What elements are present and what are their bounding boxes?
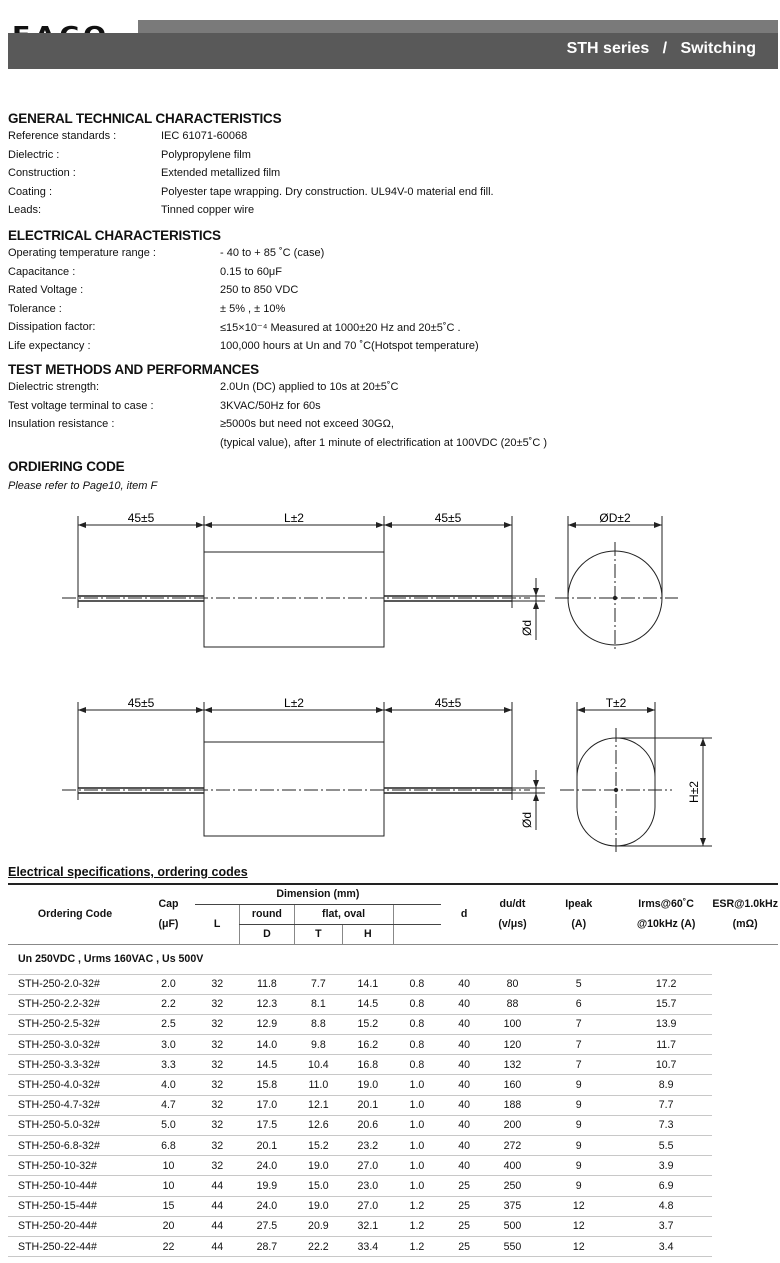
cell-ordering-code: STH-250-2.0-32# bbox=[8, 974, 142, 994]
cell-lead-dia: 0.8 bbox=[393, 1035, 441, 1055]
cell-lead-dia: 1.0 bbox=[393, 1136, 441, 1156]
cell-esr: 7.3 bbox=[620, 1115, 712, 1135]
cell-thickness: 7.7 bbox=[294, 974, 343, 994]
cell-esr: 3.9 bbox=[620, 1156, 712, 1176]
cell-ordering-code: STH-250-6.8-32# bbox=[8, 1136, 142, 1156]
series-title: STH series / Switching bbox=[566, 40, 756, 57]
table-row bbox=[8, 1196, 778, 1216]
cell-height: 14.1 bbox=[343, 974, 393, 994]
cell-irms: 9 bbox=[538, 1115, 620, 1135]
cell-cap: 20 bbox=[142, 1216, 195, 1236]
cell-dudt: 40 bbox=[441, 994, 488, 1014]
row-key: Rated Voltage : bbox=[8, 284, 84, 297]
round-capacitor-drawing bbox=[0, 500, 780, 700]
row-key: Life expectancy : bbox=[8, 340, 91, 352]
cell-height: 23.0 bbox=[343, 1176, 393, 1196]
cell-cap: 10 bbox=[142, 1176, 195, 1196]
cell-height: 16.8 bbox=[343, 1055, 393, 1075]
cell-ordering-code: STH-250-2.5-32# bbox=[8, 1014, 142, 1034]
table-row bbox=[8, 994, 778, 1014]
lead-length-right: 45±5 bbox=[434, 696, 462, 710]
dudt-label: du/dt bbox=[499, 898, 526, 911]
tests-title: TEST METHODS AND PERFORMANCES bbox=[8, 362, 259, 377]
cell-lead-dia: 1.0 bbox=[393, 1075, 441, 1095]
cell-diameter: 12.9 bbox=[240, 1014, 294, 1034]
row-value: 2.0Un (DC) applied to 10s at 20±5˚C bbox=[220, 381, 399, 393]
cell-height: 27.0 bbox=[343, 1196, 393, 1216]
body-outline bbox=[204, 552, 384, 647]
cell-cap: 15 bbox=[142, 1196, 195, 1216]
cell-irms: 9 bbox=[538, 1156, 620, 1176]
cell-diameter: 11.8 bbox=[240, 974, 294, 994]
cell-ordering-code: STH-250-4.7-32# bbox=[8, 1095, 142, 1115]
row-value: Polypropylene film bbox=[161, 148, 251, 161]
cell-length: 44 bbox=[195, 1176, 240, 1196]
cell-cap: 3.3 bbox=[142, 1055, 195, 1075]
cell-esr: 8.9 bbox=[620, 1075, 712, 1095]
cell-esr: 6.9 bbox=[620, 1176, 712, 1196]
col-esr bbox=[712, 884, 778, 944]
cell-diameter: 12.3 bbox=[240, 994, 294, 1014]
cell-thickness: 8.8 bbox=[294, 1014, 343, 1034]
cell-ordering-code: STH-250-3.0-32# bbox=[8, 1035, 142, 1055]
col-L: L bbox=[195, 904, 240, 944]
col-D: D bbox=[240, 924, 294, 944]
cell-lead-dia: 1.2 bbox=[393, 1196, 441, 1216]
cell-cap: 4.0 bbox=[142, 1075, 195, 1095]
row-key: Coating : bbox=[8, 185, 53, 198]
cell-diameter: 17.5 bbox=[240, 1115, 294, 1135]
ordering-title: ORDIERING CODE bbox=[8, 459, 125, 474]
lead-diameter-label: Ød bbox=[520, 619, 534, 637]
body-length: L±2 bbox=[284, 696, 304, 710]
cell-length: 32 bbox=[195, 1136, 240, 1156]
table-row bbox=[8, 1216, 778, 1236]
thickness-label: T±2 bbox=[605, 696, 627, 710]
cell-diameter: 19.9 bbox=[240, 1176, 294, 1196]
irms-unit: @10kHz (A) bbox=[636, 918, 696, 931]
row-value: 250 to 850 VDC bbox=[220, 284, 299, 297]
row-key: Operating temperature range : bbox=[8, 247, 156, 259]
cell-length: 32 bbox=[195, 994, 240, 1014]
cell-diameter: 27.5 bbox=[240, 1216, 294, 1236]
cell-ipeak: 250 bbox=[487, 1176, 537, 1196]
cell-thickness: 8.1 bbox=[294, 994, 343, 1014]
row-key: Leads: bbox=[8, 204, 42, 217]
condition-row bbox=[8, 944, 778, 974]
cell-lead-dia: 1.0 bbox=[393, 1095, 441, 1115]
row-value: Polyester tape wrapping. Dry construction. UL94V-0 material end fill. bbox=[161, 185, 494, 198]
cell-ordering-code: STH-250-5.0-32# bbox=[8, 1115, 142, 1135]
cell-dudt: 40 bbox=[441, 1035, 488, 1055]
header-stripe bbox=[138, 20, 778, 33]
cell-lead-dia: 0.8 bbox=[393, 1014, 441, 1034]
cell-esr: 17.2 bbox=[620, 974, 712, 994]
cell-ipeak: 80 bbox=[487, 974, 537, 994]
cell-cap: 10 bbox=[142, 1156, 195, 1176]
row-key: Construction : bbox=[8, 167, 76, 180]
cell-dudt: 25 bbox=[441, 1236, 488, 1256]
general-title: GENERAL TECHNICAL CHARACTERISTICS bbox=[8, 111, 282, 126]
cell-dudt: 25 bbox=[441, 1196, 488, 1216]
lead-diameter-label: Ød bbox=[520, 811, 534, 829]
col-T: T bbox=[294, 924, 343, 944]
row-key: Capacitance : bbox=[8, 265, 76, 278]
cell-ipeak: 188 bbox=[487, 1095, 537, 1115]
diameter-label: ØD±2 bbox=[599, 511, 631, 525]
cell-dudt: 40 bbox=[441, 1095, 488, 1115]
cell-dudt: 25 bbox=[441, 1176, 488, 1196]
col-d: d bbox=[441, 884, 488, 944]
cell-diameter: 14.5 bbox=[240, 1055, 294, 1075]
cell-ipeak: 272 bbox=[487, 1136, 537, 1156]
lead-length-left: 45±5 bbox=[127, 696, 155, 710]
cell-lead-dia: 1.2 bbox=[393, 1216, 441, 1236]
spec-table bbox=[8, 883, 778, 1257]
cell-lead-dia: 1.2 bbox=[393, 1236, 441, 1256]
cell-irms: 12 bbox=[538, 1236, 620, 1256]
cell-diameter: 24.0 bbox=[240, 1196, 294, 1216]
cell-thickness: 22.2 bbox=[294, 1236, 343, 1256]
cell-irms: 9 bbox=[538, 1136, 620, 1156]
cell-esr: 4.8 bbox=[620, 1196, 712, 1216]
esr-unit: (mΩ) bbox=[732, 918, 758, 931]
cell-esr: 15.7 bbox=[620, 994, 712, 1014]
cell-height: 19.0 bbox=[343, 1075, 393, 1095]
cell-esr: 3.4 bbox=[620, 1236, 712, 1256]
cell-cap: 4.7 bbox=[142, 1095, 195, 1115]
irms-label: Irms@60˚C bbox=[638, 898, 694, 911]
col-empty bbox=[393, 924, 441, 944]
cell-ipeak: 132 bbox=[487, 1055, 537, 1075]
cell-height: 33.4 bbox=[343, 1236, 393, 1256]
row-key: Tolerance : bbox=[8, 302, 62, 315]
cell-dudt: 40 bbox=[441, 1014, 488, 1034]
row-value: ≤15×10⁻⁴ Measured at 1000±20 Hz and 20±5˚C . bbox=[220, 322, 461, 335]
cell-height: 27.0 bbox=[343, 1156, 393, 1176]
cell-cap: 2.2 bbox=[142, 994, 195, 1014]
cell-dudt: 40 bbox=[441, 974, 488, 994]
cell-dudt: 25 bbox=[441, 1216, 488, 1236]
cell-irms: 12 bbox=[538, 1216, 620, 1236]
cell-irms: 9 bbox=[538, 1075, 620, 1095]
cell-height: 14.5 bbox=[343, 994, 393, 1014]
row-value: 100,000 hours at Un and 70 ˚C(Hotspot temperature) bbox=[220, 340, 479, 352]
cell-diameter: 24.0 bbox=[240, 1156, 294, 1176]
body-outline bbox=[204, 742, 384, 836]
cell-thickness: 19.0 bbox=[294, 1156, 343, 1176]
cell-thickness: 15.0 bbox=[294, 1176, 343, 1196]
cell-esr: 7.7 bbox=[620, 1095, 712, 1115]
col-H: H bbox=[343, 924, 393, 944]
row-value: - 40 to + 85 ˚C (case) bbox=[220, 247, 325, 259]
cell-lead-dia: 1.0 bbox=[393, 1115, 441, 1135]
table-row bbox=[8, 1014, 778, 1034]
col-irms bbox=[620, 884, 712, 944]
cell-diameter: 14.0 bbox=[240, 1035, 294, 1055]
header-bar bbox=[8, 33, 778, 69]
lead-length-left: 45±5 bbox=[127, 511, 155, 525]
cell-irms: 7 bbox=[538, 1035, 620, 1055]
table-row bbox=[8, 1075, 778, 1095]
cell-ipeak: 100 bbox=[487, 1014, 537, 1034]
cell-length: 32 bbox=[195, 1014, 240, 1034]
cell-lead-dia: 0.8 bbox=[393, 1055, 441, 1075]
cell-length: 32 bbox=[195, 1055, 240, 1075]
spec-title: Electrical specifications, ordering codes bbox=[8, 865, 248, 879]
col-cap bbox=[142, 884, 195, 944]
cell-lead-dia: 1.0 bbox=[393, 1176, 441, 1196]
cell-dudt: 40 bbox=[441, 1055, 488, 1075]
cell-cap: 5.0 bbox=[142, 1115, 195, 1135]
cell-irms: 7 bbox=[538, 1014, 620, 1034]
row-value: (typical value), after 1 minute of electrification at 100VDC (20±5˚C ) bbox=[220, 436, 548, 449]
lead-length-right: 45±5 bbox=[434, 511, 462, 525]
cell-irms: 9 bbox=[538, 1095, 620, 1115]
row-value: Tinned copper wire bbox=[161, 204, 255, 217]
cap-unit: (μF) bbox=[158, 918, 179, 931]
row-key: Reference standards : bbox=[8, 130, 117, 142]
col-code: Ordering Code bbox=[8, 884, 142, 944]
cell-height: 16.2 bbox=[343, 1035, 393, 1055]
col-flat: flat, oval bbox=[294, 904, 393, 924]
cell-dudt: 40 bbox=[441, 1156, 488, 1176]
esr-label: ESR@1.0kHz bbox=[712, 898, 778, 911]
cell-thickness: 12.6 bbox=[294, 1115, 343, 1135]
cell-ipeak: 550 bbox=[487, 1236, 537, 1256]
table-row bbox=[8, 1156, 778, 1176]
cell-irms: 7 bbox=[538, 1055, 620, 1075]
table-row bbox=[8, 1095, 778, 1115]
cell-length: 32 bbox=[195, 1035, 240, 1055]
cell-lead-dia: 1.0 bbox=[393, 1156, 441, 1176]
cell-esr: 10.7 bbox=[620, 1055, 712, 1075]
electrical-title: ELECTRICAL CHARACTERISTICS bbox=[8, 228, 221, 243]
cell-thickness: 20.9 bbox=[294, 1216, 343, 1236]
cell-ipeak: 160 bbox=[487, 1075, 537, 1095]
cell-thickness: 11.0 bbox=[294, 1075, 343, 1095]
row-value: ≥5000s but need not exceed 30GΩ, bbox=[220, 418, 394, 431]
cell-ipeak: 375 bbox=[487, 1196, 537, 1216]
cell-ordering-code: STH-250-10-44# bbox=[8, 1176, 142, 1196]
table-row bbox=[8, 1035, 778, 1055]
cell-irms: 9 bbox=[538, 1176, 620, 1196]
cell-dudt: 40 bbox=[441, 1136, 488, 1156]
ordering-note: Please refer to Page10, item F bbox=[8, 480, 158, 492]
cell-height: 23.2 bbox=[343, 1136, 393, 1156]
cell-ipeak: 500 bbox=[487, 1216, 537, 1236]
cell-ordering-code: STH-250-20-44# bbox=[8, 1216, 142, 1236]
cell-length: 44 bbox=[195, 1216, 240, 1236]
cell-height: 15.2 bbox=[343, 1014, 393, 1034]
cell-thickness: 9.8 bbox=[294, 1035, 343, 1055]
cell-thickness: 19.0 bbox=[294, 1196, 343, 1216]
col-ipeak bbox=[538, 884, 620, 944]
col-dudt bbox=[487, 884, 537, 944]
row-value: Extended metallized film bbox=[161, 167, 281, 180]
table-row bbox=[8, 1115, 778, 1135]
cell-diameter: 28.7 bbox=[240, 1236, 294, 1256]
ipeak-label: Ipeak bbox=[565, 898, 593, 911]
table-row bbox=[8, 974, 778, 994]
cell-length: 44 bbox=[195, 1236, 240, 1256]
cell-height: 32.1 bbox=[343, 1216, 393, 1236]
cell-cap: 2.0 bbox=[142, 974, 195, 994]
cell-length: 32 bbox=[195, 1156, 240, 1176]
cell-cap: 2.5 bbox=[142, 1014, 195, 1034]
cell-length: 32 bbox=[195, 974, 240, 994]
cell-thickness: 12.1 bbox=[294, 1095, 343, 1115]
row-key: Dissipation factor: bbox=[8, 321, 96, 334]
col-dimension: Dimension (mm) bbox=[195, 884, 441, 904]
cell-ordering-code: STH-250-10-32# bbox=[8, 1156, 142, 1176]
cap-label: Cap bbox=[158, 898, 179, 911]
cell-esr: 5.5 bbox=[620, 1136, 712, 1156]
cell-irms: 5 bbox=[538, 974, 620, 994]
cell-irms: 12 bbox=[538, 1196, 620, 1216]
cell-thickness: 10.4 bbox=[294, 1055, 343, 1075]
row-key: Dielectric strength: bbox=[8, 381, 100, 393]
cell-dudt: 40 bbox=[441, 1075, 488, 1095]
cell-ordering-code: STH-250-15-44# bbox=[8, 1196, 142, 1216]
cell-length: 44 bbox=[195, 1196, 240, 1216]
row-key: Test voltage terminal to case : bbox=[8, 399, 154, 412]
cell-lead-dia: 0.8 bbox=[393, 994, 441, 1014]
cell-thickness: 15.2 bbox=[294, 1136, 343, 1156]
row-value: IEC 61071-60068 bbox=[161, 130, 248, 142]
table-row bbox=[8, 1236, 778, 1256]
cell-dudt: 40 bbox=[441, 1115, 488, 1135]
cell-irms: 6 bbox=[538, 994, 620, 1014]
cell-lead-dia: 0.8 bbox=[393, 974, 441, 994]
cell-esr: 11.7 bbox=[620, 1035, 712, 1055]
row-value: ± 5% , ± 10% bbox=[220, 302, 286, 315]
cell-ipeak: 200 bbox=[487, 1115, 537, 1135]
col-empty bbox=[393, 904, 441, 924]
cell-ordering-code: STH-250-2.2-32# bbox=[8, 994, 142, 1014]
condition-text: Un 250VDC , Urms 160VAC , Us 500V bbox=[8, 944, 712, 974]
cell-cap: 3.0 bbox=[142, 1035, 195, 1055]
cell-length: 32 bbox=[195, 1095, 240, 1115]
table-row bbox=[8, 1055, 778, 1075]
cell-ipeak: 400 bbox=[487, 1156, 537, 1176]
cell-height: 20.1 bbox=[343, 1095, 393, 1115]
row-key: Insulation resistance : bbox=[8, 418, 115, 431]
row-value: 3KVAC/50Hz for 60s bbox=[220, 399, 321, 412]
body-length: L±2 bbox=[284, 511, 304, 525]
cell-length: 32 bbox=[195, 1075, 240, 1095]
oval-capacitor-drawing bbox=[0, 690, 780, 860]
cell-ordering-code: STH-250-4.0-32# bbox=[8, 1075, 142, 1095]
cell-cap: 6.8 bbox=[142, 1136, 195, 1156]
ipeak-unit: (A) bbox=[571, 918, 587, 931]
table-row bbox=[8, 1136, 778, 1156]
cell-diameter: 20.1 bbox=[240, 1136, 294, 1156]
table-row bbox=[8, 1176, 778, 1196]
row-key: Dielectric : bbox=[8, 148, 60, 161]
cell-ipeak: 88 bbox=[487, 994, 537, 1014]
cell-length: 32 bbox=[195, 1115, 240, 1135]
row-value: 0.15 to 60μF bbox=[220, 265, 282, 278]
cell-diameter: 17.0 bbox=[240, 1095, 294, 1115]
cell-ordering-code: STH-250-22-44# bbox=[8, 1236, 142, 1256]
height-label: H±2 bbox=[687, 781, 701, 803]
cell-esr: 3.7 bbox=[620, 1216, 712, 1236]
col-round: round bbox=[240, 904, 294, 924]
spec-table-body bbox=[8, 944, 778, 1257]
cell-diameter: 15.8 bbox=[240, 1075, 294, 1095]
cell-cap: 22 bbox=[142, 1236, 195, 1256]
cell-height: 20.6 bbox=[343, 1115, 393, 1135]
cell-esr: 13.9 bbox=[620, 1014, 712, 1034]
dudt-unit: (v/μs) bbox=[498, 918, 527, 931]
cell-ipeak: 120 bbox=[487, 1035, 537, 1055]
cell-ordering-code: STH-250-3.3-32# bbox=[8, 1055, 142, 1075]
